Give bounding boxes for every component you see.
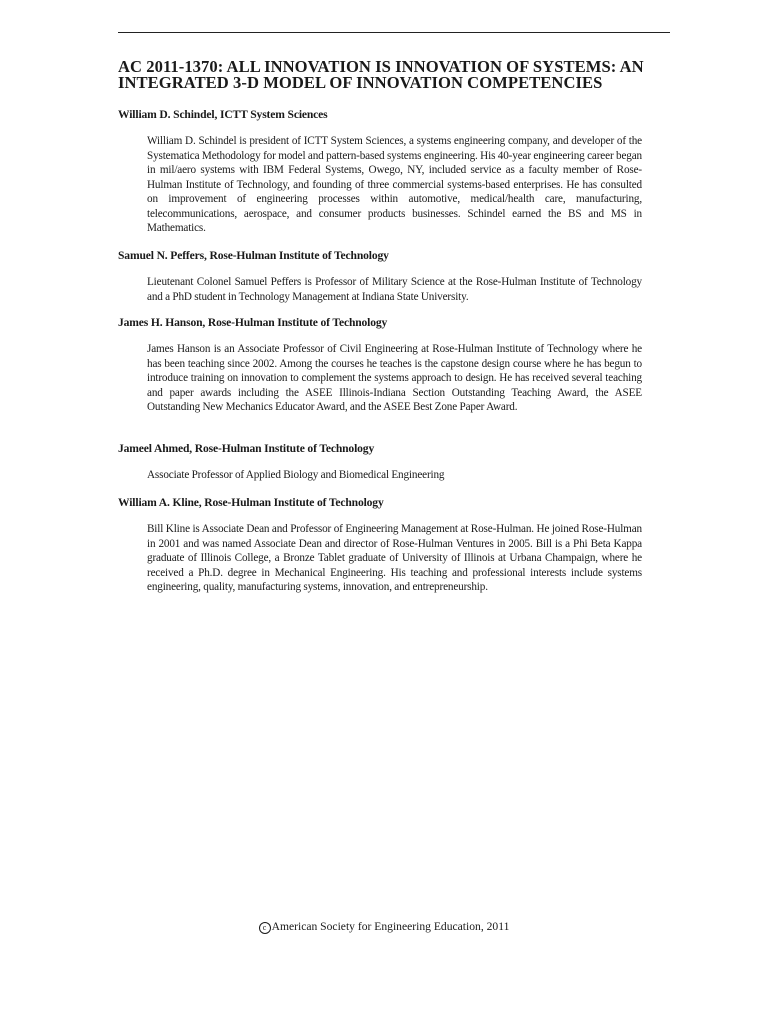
- page-footer: [0, 920, 768, 934]
- footer-text: American Society for Engineering Education, 2011: [271, 920, 510, 933]
- author-name: James H. Hanson, Rose-Hulman Institute of Technology: [118, 316, 388, 329]
- author-section-hanson: [118, 316, 642, 415]
- author-name: William A. Kline, Rose-Hulman Institute of Technology: [118, 496, 384, 509]
- author-bio: William D. Schindel is president of ICTT System Sciences, a systems engineering company, and developer of the Systematica Methodology for model and pattern-based systems engineering. His 40-year engineering career began in mil/aero systems with IBM Federal Systems, Owego, NY, included service as a faculty member of Rose-Hulman Institute of Technology, and founding of three commercial systems-based enterprises. He has consulted on improvement of engineering processes within automotive, medical/health care, manufacturing, telecommunications, aerospace, and consumer products businesses. Schindel earned the BS and MS in Mathematics.: [147, 135, 642, 234]
- author-name: Jameel Ahmed, Rose-Hulman Institute of Technology: [118, 442, 375, 455]
- author-bio: James Hanson is an Associate Professor of Civil Engineering at Rose-Hulman Institute of Technology where he has been teaching since 2002. Among the courses he teaches is the capstone design course where he has begun to introduce training on innovation to complement the systems approach to design. He has received several teaching and paper awards including the ASEE Illinois-Indiana Section Outstanding Teaching Award, the ASEE Outstanding New Mechanics Educator Award, and the ASEE Best Zone Paper Award.: [147, 343, 642, 413]
- author-name: William D. Schindel, ICTT System Sciences: [118, 108, 328, 121]
- copyright-icon: c: [259, 922, 271, 934]
- author-section-peffers: [118, 249, 642, 304]
- author-section-schindel: [118, 108, 642, 236]
- author-bio: Bill Kline is Associate Dean and Professor of Engineering Management at Rose-Hulman. He joined Rose-Hulman in 2001 and was named Associate Dean and director of Rose-Hulman Ventures in 2005. Bill is a Phi Beta Kappa graduate of Illinois College, a Bronze Tablet graduate of University of Illinois at Urbana Champaign, where he received a Ph.D. degree in Mechanical Engineering. His teaching and professional interests include systems engineering, quality, manufacturing systems, innovation, and entrepreneurship.: [147, 523, 642, 593]
- author-section-kline: [118, 496, 642, 595]
- author-section-ahmed: [118, 442, 642, 483]
- header-rule: [118, 32, 670, 33]
- author-name: Samuel N. Peffers, Rose-Hulman Institute of Technology: [118, 249, 389, 262]
- paper-title: AC 2011-1370: ALL INNOVATION IS INNOVATION OF SYSTEMS: AN INTEGRATED 3-D MODEL OF INNOVATION COMPETENCIES: [118, 57, 644, 92]
- author-bio: Lieutenant Colonel Samuel Peffers is Professor of Military Science at the Rose-Hulman Institute of Technology and a PhD student in Technology Management at Indiana State University.: [147, 276, 642, 303]
- author-bio: Associate Professor of Applied Biology and Biomedical Engineering: [147, 469, 445, 481]
